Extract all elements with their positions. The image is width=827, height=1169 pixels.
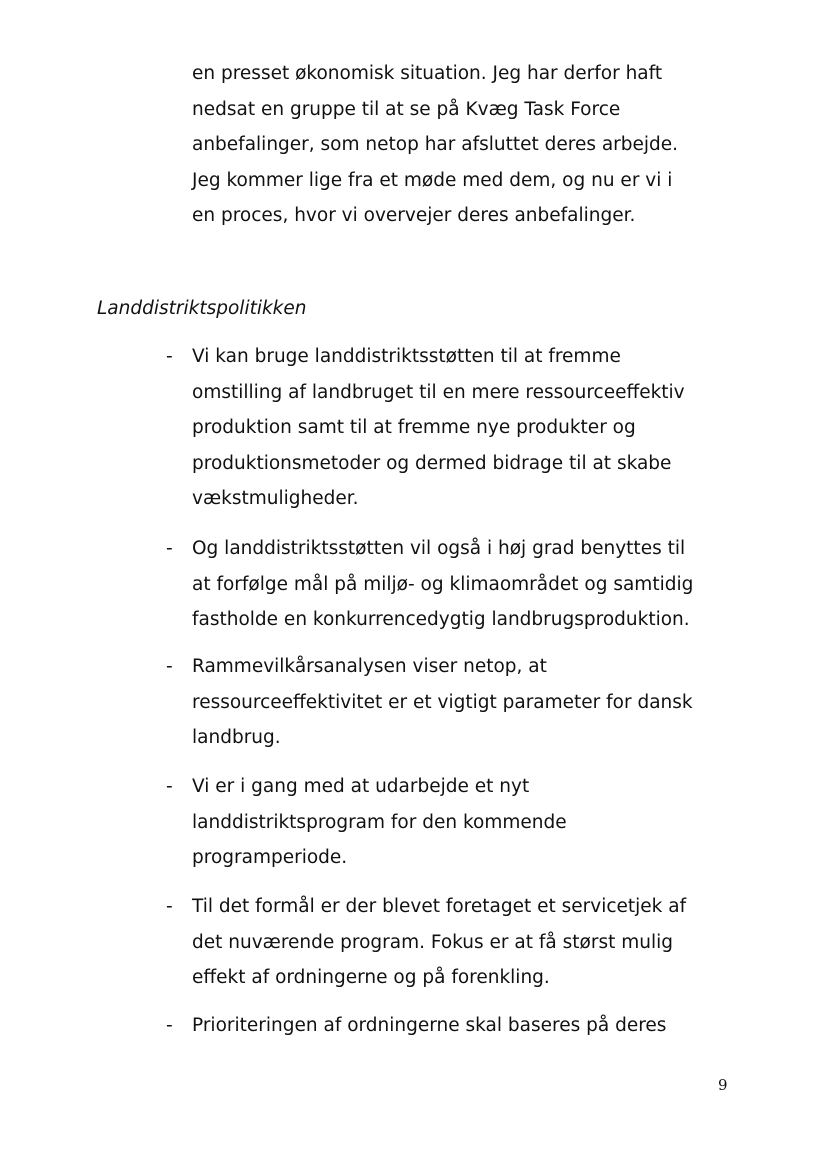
bullet-text [192, 531, 752, 638]
bullet-text [192, 339, 752, 517]
section-heading: Landdistriktspolitikken [97, 298, 307, 319]
bullet-dash: - [166, 776, 173, 797]
text-line: Prioriteringen af ordningerne skal baseres på deres [192, 1015, 667, 1036]
bullet-text [192, 889, 752, 996]
text-line: ressourceeffektivitet er et vigtigt parameter for dansk [192, 691, 693, 713]
bullet-text [192, 1008, 752, 1044]
bullet-text [192, 769, 752, 876]
bullet-dash: - [166, 896, 173, 917]
intro-paragraph [192, 56, 752, 234]
text-line: omstilling af landbruget til en mere ressourceeffektiv [192, 381, 685, 403]
text-line: landbrug. [192, 727, 281, 748]
text-line: Rammevilkårsanalysen viser netop, at [192, 656, 547, 677]
text-line: produktion samt til at fremme nye produkter og [192, 417, 636, 438]
text-line: det nuværende program. Fokus er at få størst mulig [192, 931, 673, 953]
text-line: en presset økonomisk situation. Jeg har derfor haft [192, 63, 663, 84]
text-line: nedsat en gruppe til at se på Kvæg Task Force [192, 98, 621, 120]
text-line: Vi er i gang med at udarbejde et nyt [192, 776, 530, 797]
text-line: Jeg kommer lige fra et møde med dem, og nu er vi i [192, 169, 673, 191]
bullet-dash: - [166, 1015, 173, 1036]
text-line: Vi kan bruge landdistriktsstøtten til at fremme [192, 346, 621, 367]
text-line: landdistriktsprogram for den kommende [192, 811, 567, 833]
text-line: en proces, hvor vi overvejer deres anbefalinger. [192, 205, 636, 226]
text-line: produktionsmetoder og dermed bidrage til at skabe [192, 452, 672, 474]
bullet-dash: - [166, 538, 173, 559]
bullet-text [192, 649, 752, 756]
text-line: anbefalinger, som netop har afsluttet deres arbejde. [192, 134, 679, 155]
text-line: Og landdistriktsstøtten vil også i høj grad benyttes til [192, 538, 686, 559]
text-line: vækstmuligheder. [192, 488, 359, 509]
text-line: effekt af ordningerne og på forenkling. [192, 967, 550, 988]
text-line: fastholde en konkurrencedygtig landbrugsproduktion. [192, 609, 690, 630]
bullet-dash: - [166, 346, 173, 367]
text-line: at forfølge mål på miljø- og klimaområdet og samtidig [192, 573, 694, 595]
page-number: 9 [718, 1076, 728, 1094]
bullet-dash: - [166, 656, 173, 677]
text-line: Til det formål er der blevet foretaget et servicetjek af [192, 896, 687, 917]
text-line: programperiode. [192, 847, 348, 868]
